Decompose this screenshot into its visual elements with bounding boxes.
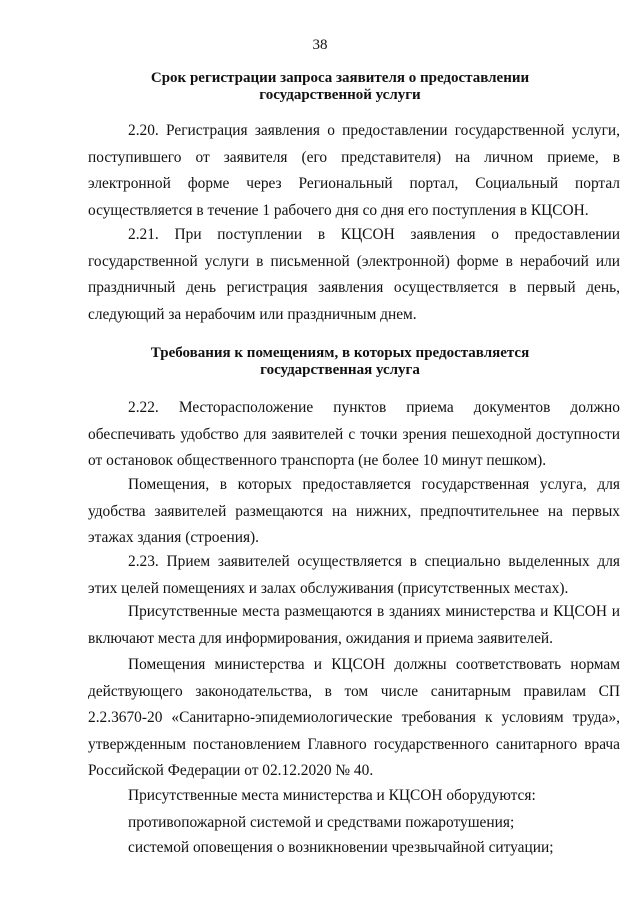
line-fire-system: противопожарной системой и средствами пожаротушения; <box>128 814 515 831</box>
paragraph-2-21: 2.21. При поступлении в КЦСОН заявления о предоставлении государственной услуги в письменной (электронной) форме в нерабочий или праздничный день регистрация заявления осуществляется в первый день, следующий за нерабочим или праздничным днем. <box>88 226 620 323</box>
section-heading-registration <box>90 70 590 104</box>
line-alert-system: системой оповещения о возникновении чрезвычайной ситуации; <box>128 839 554 856</box>
paragraph-2-22: 2.22. Месторасположение пунктов приема документов должно обеспечивать удобство для заявителей с точки зрения пешеходной доступности от остановок общественного транспорта (не более 10 минут пешком). <box>88 399 620 470</box>
heading-line: Требования к помещениям, в которых предоставляется <box>150 345 530 361</box>
line-equipped-with: Присутственные места министерства и КЦСОН оборудуются: <box>128 787 536 804</box>
paragraph-sanitary-norms: Помещения министерства и КЦСОН должны соответствовать нормам действующего законодательства, в том числе санитарным правилам СП 2.2.3670-20 «Санитарно-эпидемиологические требования к условиям труда», утвержденным постановлением Главного государственного санитарного врача Российской Федерации от 02.12.2020 № 40. <box>88 656 620 780</box>
section-heading-premises <box>90 345 590 379</box>
paragraph-reception-places: Присутственные места размещаются в зданиях министерства и КЦСОН и включают места для информирования, ожидания и приема заявителей. <box>88 603 620 647</box>
paragraph-2-23: 2.23. Прием заявителей осуществляется в специально выделенных для этих целей помещениях и залах обслуживания (присутственных местах). <box>88 553 620 597</box>
paragraph-premises-floors: Помещения, в которых предоставляется государственная услуга, для удобства заявителей размещаются на нижних, предпочтительнее на первых этажах здания (строения). <box>88 476 620 547</box>
heading-line: государственной услуги <box>259 87 421 103</box>
heading-line: Срок регистрации запроса заявителя о предоставлении <box>150 70 530 86</box>
paragraph-2-20: 2.20. Регистрация заявления о предоставлении государственной услуги, поступившего от заявителя (его представителя) на личном приеме, в электронной форме через Региональный портал, Социальный портал осуществляется в течение 1 рабочего дня со дня его поступления в КЦСОН. <box>88 122 620 219</box>
page-number: 38 <box>312 37 328 53</box>
heading-line: государственная услуга <box>260 362 420 378</box>
